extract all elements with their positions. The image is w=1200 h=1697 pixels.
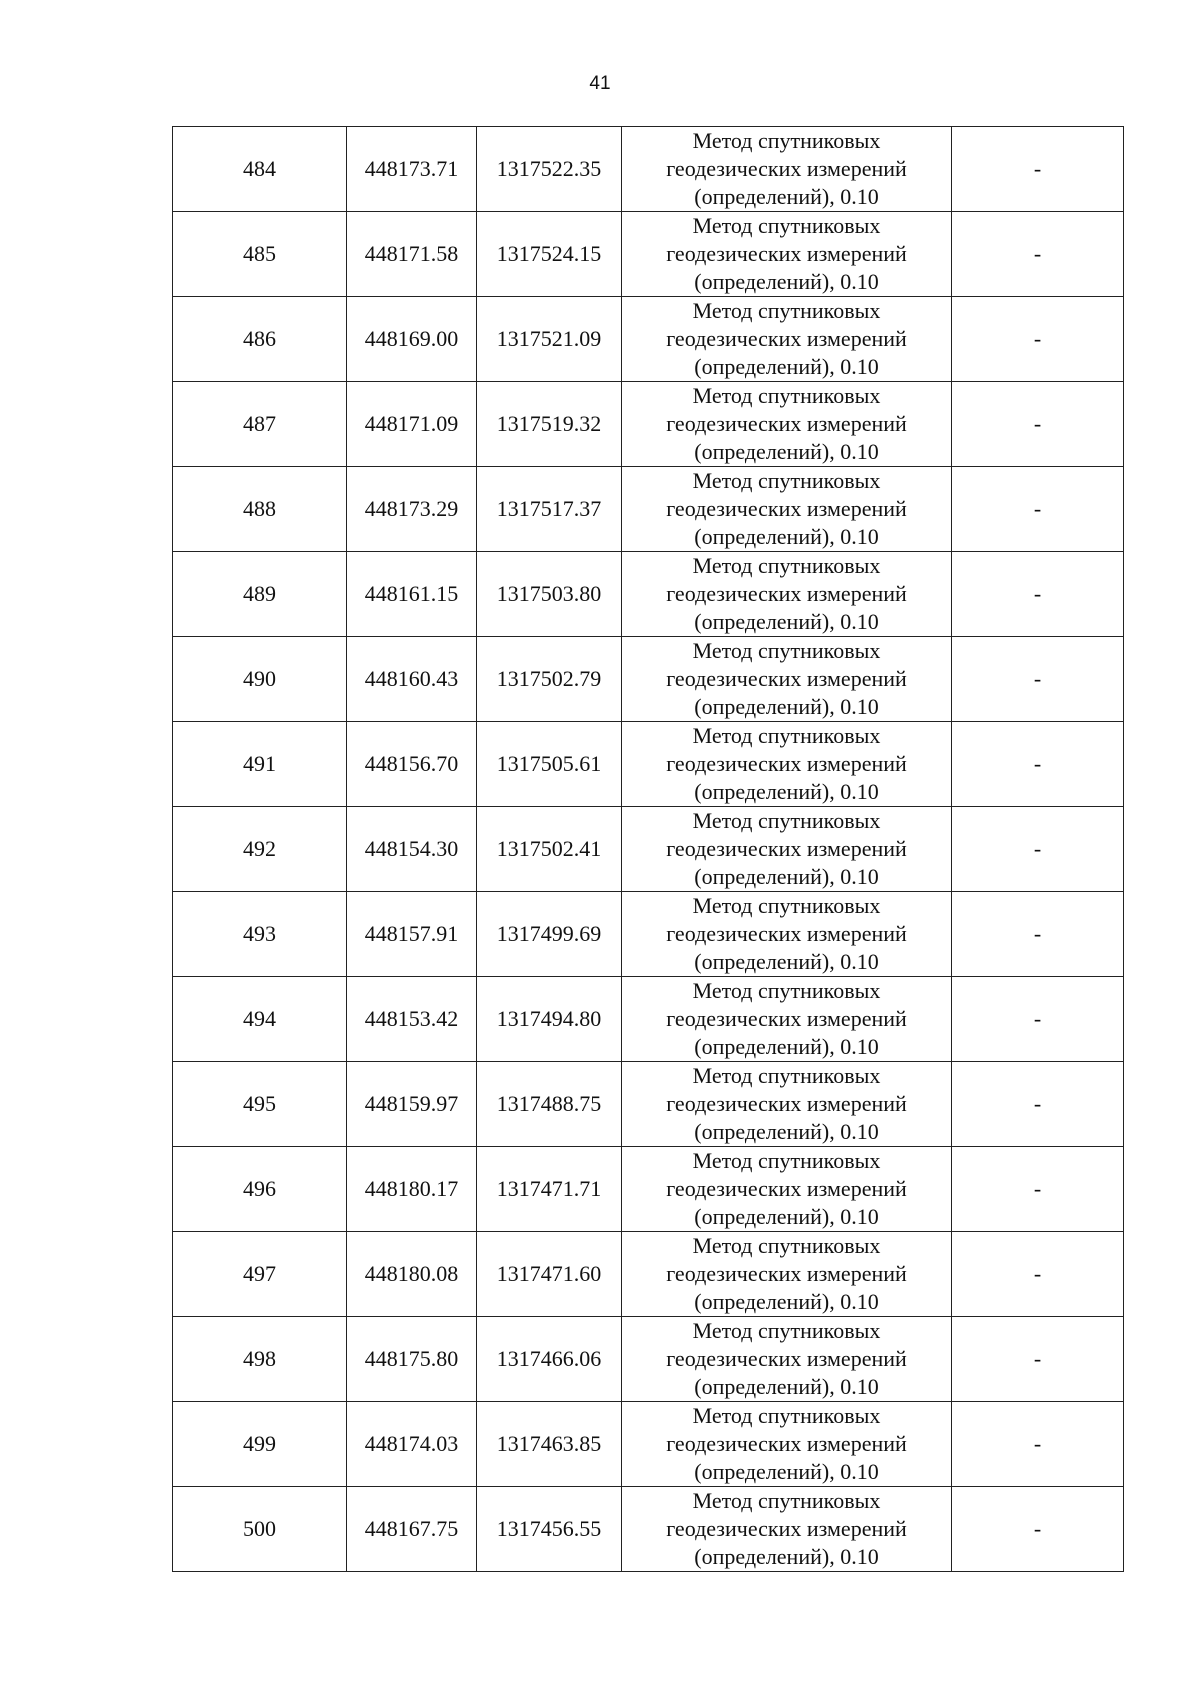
point-number-cell: 497 (173, 1232, 347, 1317)
note-cell: - (952, 212, 1124, 297)
method-line: геодезических измерений (666, 1006, 907, 1031)
method-line: (определений), 0.10 (694, 864, 879, 889)
note-cell: - (952, 297, 1124, 382)
method-line: Метод спутниковых (692, 468, 881, 493)
note-cell: - (952, 1487, 1124, 1572)
method-line: (определений), 0.10 (694, 269, 879, 294)
note-cell: - (952, 977, 1124, 1062)
method-line: Метод спутниковых (692, 128, 881, 153)
note-cell: - (952, 1147, 1124, 1232)
method-line: Метод спутниковых (692, 213, 881, 238)
table-row (173, 977, 1124, 1062)
method-cell (622, 1402, 952, 1487)
method-line: (определений), 0.10 (694, 1204, 879, 1229)
table-row (173, 1232, 1124, 1317)
point-number-cell: 488 (173, 467, 347, 552)
y-coordinate-cell: 1317503.80 (477, 552, 622, 637)
method-line: геодезических измерений (666, 1431, 907, 1456)
x-coordinate-cell: 448167.75 (347, 1487, 477, 1572)
method-line: геодезических измерений (666, 156, 907, 181)
method-line: (определений), 0.10 (694, 694, 879, 719)
method-line: геодезических измерений (666, 1346, 907, 1371)
y-coordinate-cell: 1317502.79 (477, 637, 622, 722)
method-line: Метод спутниковых (692, 1063, 881, 1088)
method-line: (определений), 0.10 (694, 1544, 879, 1569)
method-line: Метод спутниковых (692, 1148, 881, 1173)
point-number-cell: 486 (173, 297, 347, 382)
method-cell (622, 297, 952, 382)
note-cell: - (952, 1317, 1124, 1402)
x-coordinate-cell: 448154.30 (347, 807, 477, 892)
y-coordinate-cell: 1317466.06 (477, 1317, 622, 1402)
x-coordinate-cell: 448175.80 (347, 1317, 477, 1402)
method-line: (определений), 0.10 (694, 439, 879, 464)
table-row (173, 1317, 1124, 1402)
method-line: Метод спутниковых (692, 978, 881, 1003)
method-cell (622, 1487, 952, 1572)
table-row (173, 297, 1124, 382)
method-line: Метод спутниковых (692, 723, 881, 748)
point-number-cell: 500 (173, 1487, 347, 1572)
method-cell (622, 722, 952, 807)
note-cell: - (952, 722, 1124, 807)
page-number: 41 (589, 73, 611, 94)
x-coordinate-cell: 448171.09 (347, 382, 477, 467)
method-line: геодезических измерений (666, 326, 907, 351)
point-number-cell: 499 (173, 1402, 347, 1487)
method-line: (определений), 0.10 (694, 354, 879, 379)
method-cell (622, 552, 952, 637)
method-line: (определений), 0.10 (694, 779, 879, 804)
x-coordinate-cell: 448169.00 (347, 297, 477, 382)
x-coordinate-cell: 448173.71 (347, 127, 477, 212)
point-number-cell: 498 (173, 1317, 347, 1402)
x-coordinate-cell: 448157.91 (347, 892, 477, 977)
table-row (173, 1147, 1124, 1232)
table-row (173, 1402, 1124, 1487)
table-row (173, 807, 1124, 892)
point-number-cell: 487 (173, 382, 347, 467)
method-line: Метод спутниковых (692, 1318, 881, 1343)
method-cell (622, 1232, 952, 1317)
table-row (173, 1062, 1124, 1147)
point-number-cell: 495 (173, 1062, 347, 1147)
x-coordinate-cell: 448174.03 (347, 1402, 477, 1487)
y-coordinate-cell: 1317522.35 (477, 127, 622, 212)
x-coordinate-cell: 448159.97 (347, 1062, 477, 1147)
method-line: Метод спутниковых (692, 553, 881, 578)
table-row (173, 892, 1124, 977)
method-line: Метод спутниковых (692, 893, 881, 918)
y-coordinate-cell: 1317494.80 (477, 977, 622, 1062)
method-line: (определений), 0.10 (694, 1034, 879, 1059)
note-cell: - (952, 467, 1124, 552)
x-coordinate-cell: 448180.08 (347, 1232, 477, 1317)
note-cell: - (952, 1062, 1124, 1147)
coordinates-table (172, 126, 1124, 1572)
method-line: (определений), 0.10 (694, 524, 879, 549)
method-cell (622, 127, 952, 212)
y-coordinate-cell: 1317521.09 (477, 297, 622, 382)
method-cell (622, 977, 952, 1062)
point-number-cell: 492 (173, 807, 347, 892)
method-line: Метод спутниковых (692, 1403, 881, 1428)
note-cell: - (952, 637, 1124, 722)
note-cell: - (952, 127, 1124, 212)
method-cell (622, 637, 952, 722)
method-cell (622, 467, 952, 552)
x-coordinate-cell: 448153.42 (347, 977, 477, 1062)
method-line: Метод спутниковых (692, 1488, 881, 1513)
point-number-cell: 484 (173, 127, 347, 212)
method-cell (622, 892, 952, 977)
point-number-cell: 489 (173, 552, 347, 637)
method-line: Метод спутниковых (692, 383, 881, 408)
note-cell: - (952, 807, 1124, 892)
method-line: геодезических измерений (666, 496, 907, 521)
method-line: Метод спутниковых (692, 638, 881, 663)
x-coordinate-cell: 448180.17 (347, 1147, 477, 1232)
method-line: геодезических измерений (666, 1261, 907, 1286)
method-line: (определений), 0.10 (694, 184, 879, 209)
method-line: (определений), 0.10 (694, 1289, 879, 1314)
method-line: геодезических измерений (666, 581, 907, 606)
table-row (173, 637, 1124, 722)
y-coordinate-cell: 1317517.37 (477, 467, 622, 552)
method-line: (определений), 0.10 (694, 1374, 879, 1399)
y-coordinate-cell: 1317505.61 (477, 722, 622, 807)
coordinates-table-body (173, 127, 1124, 1572)
method-cell (622, 1317, 952, 1402)
x-coordinate-cell: 448156.70 (347, 722, 477, 807)
method-line: Метод спутниковых (692, 808, 881, 833)
point-number-cell: 490 (173, 637, 347, 722)
method-cell (622, 1147, 952, 1232)
point-number-cell: 485 (173, 212, 347, 297)
method-line: геодезических измерений (666, 751, 907, 776)
method-line: (определений), 0.10 (694, 1119, 879, 1144)
y-coordinate-cell: 1317499.69 (477, 892, 622, 977)
y-coordinate-cell: 1317471.71 (477, 1147, 622, 1232)
x-coordinate-cell: 448161.15 (347, 552, 477, 637)
note-cell: - (952, 1232, 1124, 1317)
method-cell (622, 807, 952, 892)
method-line: геодезических измерений (666, 1516, 907, 1541)
method-line: геодезических измерений (666, 1176, 907, 1201)
note-cell: - (952, 382, 1124, 467)
point-number-cell: 494 (173, 977, 347, 1062)
table-row (173, 552, 1124, 637)
method-line: Метод спутниковых (692, 298, 881, 323)
method-line: геодезических измерений (666, 411, 907, 436)
table-row (173, 382, 1124, 467)
method-line: геодезических измерений (666, 836, 907, 861)
method-line: Метод спутниковых (692, 1233, 881, 1258)
x-coordinate-cell: 448160.43 (347, 637, 477, 722)
y-coordinate-cell: 1317488.75 (477, 1062, 622, 1147)
note-cell: - (952, 892, 1124, 977)
method-line: (определений), 0.10 (694, 609, 879, 634)
table-row (173, 212, 1124, 297)
method-line: геодезических измерений (666, 1091, 907, 1116)
method-cell (622, 1062, 952, 1147)
method-cell (622, 212, 952, 297)
x-coordinate-cell: 448173.29 (347, 467, 477, 552)
note-cell: - (952, 1402, 1124, 1487)
method-line: (определений), 0.10 (694, 949, 879, 974)
method-line: геодезических измерений (666, 666, 907, 691)
y-coordinate-cell: 1317456.55 (477, 1487, 622, 1572)
method-cell (622, 382, 952, 467)
method-line: геодезических измерений (666, 921, 907, 946)
note-cell: - (952, 552, 1124, 637)
table-row (173, 467, 1124, 552)
point-number-cell: 491 (173, 722, 347, 807)
table-row (173, 1487, 1124, 1572)
x-coordinate-cell: 448171.58 (347, 212, 477, 297)
method-line: геодезических измерений (666, 241, 907, 266)
y-coordinate-cell: 1317471.60 (477, 1232, 622, 1317)
point-number-cell: 496 (173, 1147, 347, 1232)
y-coordinate-cell: 1317519.32 (477, 382, 622, 467)
method-line: (определений), 0.10 (694, 1459, 879, 1484)
table-row (173, 722, 1124, 807)
table-row (173, 127, 1124, 212)
y-coordinate-cell: 1317463.85 (477, 1402, 622, 1487)
y-coordinate-cell: 1317502.41 (477, 807, 622, 892)
y-coordinate-cell: 1317524.15 (477, 212, 622, 297)
point-number-cell: 493 (173, 892, 347, 977)
